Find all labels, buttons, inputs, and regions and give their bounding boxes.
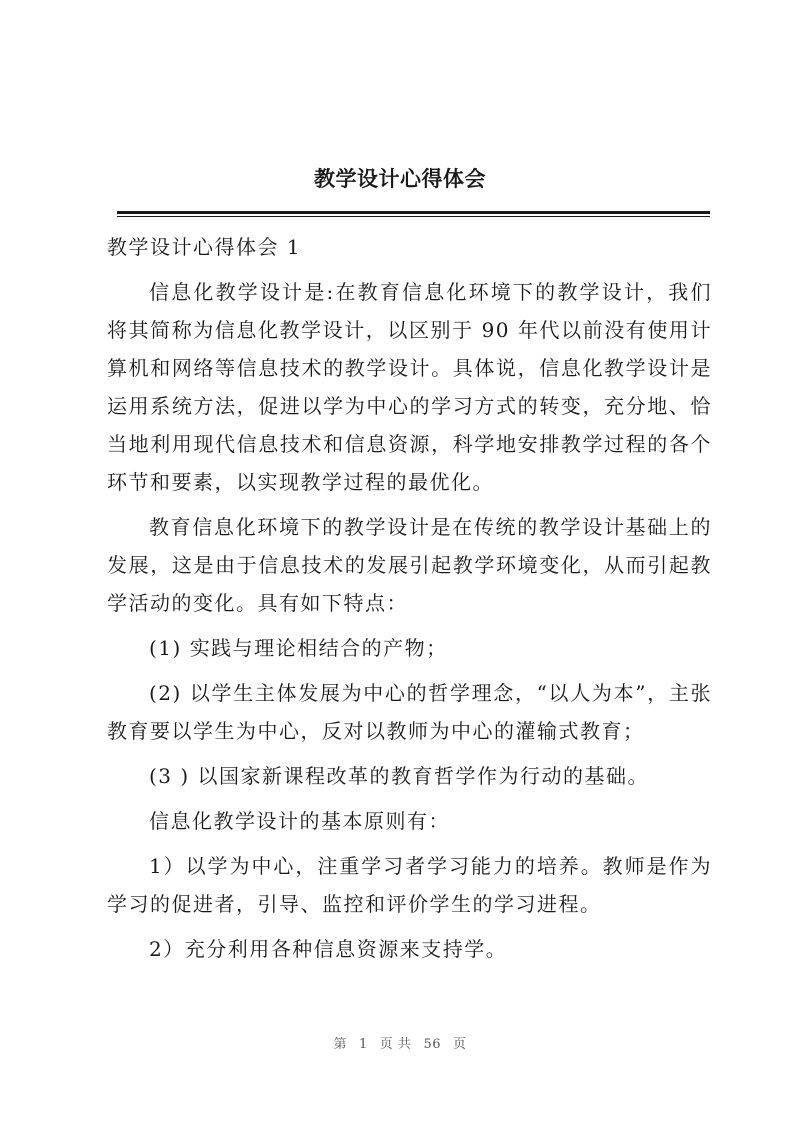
page-footer [0,1033,800,1052]
document-body [107,228,712,975]
list-item-feature-1: (1) 实践与理论相结合的产物； [149,636,448,660]
footer-page-number: 1 [359,1037,368,1052]
list-item-feature-3: (3 ) 以国家新课程改革的教育哲学作为行动的基础。 [149,764,650,788]
paragraph-intro: 信息化教学设计是:在教育信息化环境下的教学设计，我们将其简称为信息化教学设计，以区别于 90 年代以前没有使用计算机和网络等信息技术的教学设计。具体说，信息化教学设计是运用系统方法，促进以学为中心的学习方式的转变，充分地、恰当地利用现代信息技术和信息资源，科学地安排教学过程的各个环节和要素，以实现教学过程的最优化。 [107,280,712,494]
document-title: 教学设计心得体会 [314,166,486,191]
footer-total-label: 页 共 [379,1037,412,1052]
section-heading: 教学设计心得体会 1 [107,235,302,259]
title-divider-thick [117,211,710,214]
footer-pages-suffix: 页 [452,1037,467,1052]
title-divider-thin [117,216,710,217]
list-item-principle-1: 1）以学为中心，注重学习者学习能力的培养。教师是作为学习的促进者，引导、监控和评价学生的学习进程。 [107,854,712,916]
footer-page-label: 第 [333,1037,348,1052]
paragraph-features: 教育信息化环境下的教学设计是在传统的教学设计基础上的发展，这是由于信息技术的发展引起教学环境变化，从而引起教学活动的变化。具有如下特点： [107,515,712,615]
footer-total-pages: 56 [423,1037,441,1052]
list-item-principle-2: 2）充分利用各种信息资源来支持学。 [149,937,508,961]
list-item-feature-2: (2) 以学生主体发展为中心的哲学理念，“以人为本”，主张教育要以学生为中心，反对以教师为中心的灌输式教育； [107,681,712,743]
paragraph-principles: 信息化教学设计的基本原则有： [149,809,450,833]
